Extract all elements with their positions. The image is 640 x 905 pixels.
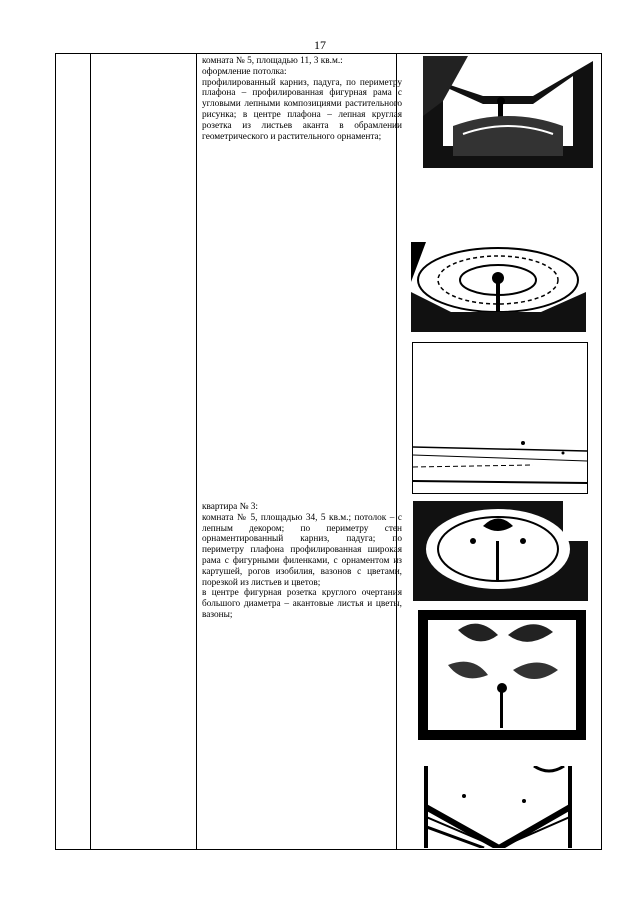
entry-line: квартира № 3:: [202, 502, 258, 512]
ceiling-cornice-corner-photo: [424, 766, 572, 848]
entry-description: [202, 502, 402, 621]
entry-description: [202, 56, 402, 142]
ceiling-frame-photo: [413, 501, 588, 601]
entry-line: профилированный карниз, падуга, по периметру плафона – профилированная фигурная рама с угловыми лепными композициями растительного рисунка; в центре плафона – лепная круглая розетка из листьев аканта в обрамлении геометрического и растительного орнамента;: [202, 77, 402, 142]
entry-line: оформление потолка:: [202, 66, 287, 77]
ceiling-rosette-photo: [411, 242, 586, 332]
ceiling-acanthus-rosette-photo: [418, 610, 586, 740]
column-divider: [90, 54, 91, 849]
ceiling-cornice-photo: [423, 56, 593, 168]
column-divider: [196, 54, 197, 849]
entry-line: комната № 5, площадью 34, 5 кв.м.; потолок – с лепным декором; по периметру стен орнаментированный карниз, падуга; по периметру плафона профилированная широкая рама с фигурными филенками, с орнаментом из картушей, рогов изобилия, вазонов с цветами, порезкой из листьев и цветов;: [202, 512, 402, 588]
ceiling-corner-photo: [412, 342, 588, 494]
column-divider: [396, 54, 397, 849]
monument-table: [55, 53, 602, 850]
entry-line: в центре фигурная розетка круглого очертания большого диаметра – акантовые листья и цветы, вазоны;: [202, 588, 402, 620]
entry-line: комната № 5, площадью 11, 3 кв.м.:: [202, 56, 343, 66]
page-number: 17: [314, 38, 326, 52]
